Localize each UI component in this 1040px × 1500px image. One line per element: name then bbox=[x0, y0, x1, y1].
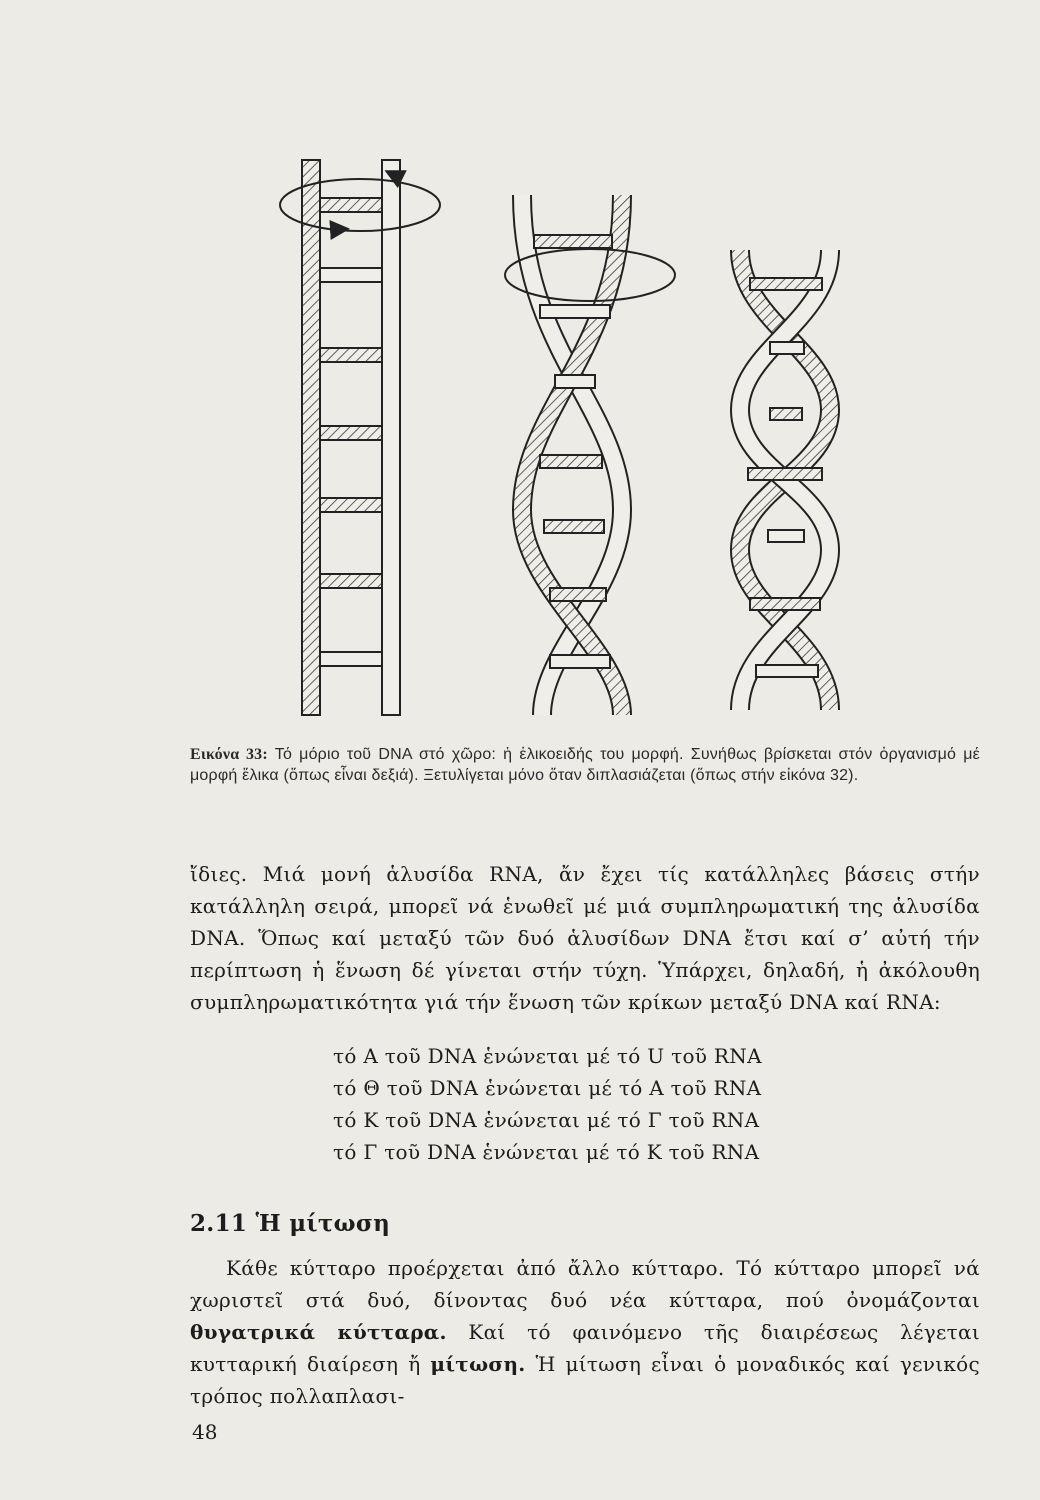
helix-diagram bbox=[740, 250, 830, 710]
dna-figure bbox=[250, 150, 870, 730]
pairing-line: τό Κ τοῦ DNA ἑνώνεται μέ τό Γ τοῦ RNA bbox=[333, 1108, 760, 1132]
term-daughter-cells: θυγατρικά κύτταρα. bbox=[190, 1320, 447, 1344]
term-mitosis: μίτωση. bbox=[430, 1352, 526, 1376]
section-heading: 2.11 Ἡ μίτωση bbox=[190, 1210, 391, 1237]
section-text-3: Ἡ μίτωση εἶναι ὁ μοναδικός καί γενικός τρόπος πολλαπλασι- bbox=[190, 1352, 980, 1408]
pairing-list bbox=[333, 1040, 762, 1168]
pairing-line: τό Α τοῦ DNA ἑνώνεται μέ τό U τοῦ RNA bbox=[333, 1044, 762, 1068]
pairing-line: τό Θ τοῦ DNA ἑνώνεται μέ τό Α τοῦ RNA bbox=[333, 1076, 762, 1100]
section-text-2: Καί τό φαινόμενο τῆς διαιρέσεως λέγεται κυτταρική διαίρεση ἤ bbox=[190, 1320, 980, 1376]
pairing-line: τό Γ τοῦ DNA ἑνώνεται μέ τό Κ τοῦ RNA bbox=[333, 1140, 760, 1164]
caption-label: Εικόνα 33: bbox=[190, 746, 268, 763]
partially-twisted-diagram bbox=[505, 195, 675, 715]
section-text-1: Κάθε κύτταρο προέρχεται ἀπό ἄλλο κύτταρο. Τό κύτταρο μπορεῖ νά χωριστεῖ στά δυό, δίνοντας δυό νέα κύτταρα, πού ὀνομάζονται bbox=[190, 1256, 980, 1312]
figure-caption bbox=[190, 744, 980, 786]
ladder-diagram bbox=[280, 160, 440, 715]
body-paragraph: ἴδιες. Μιά μονή ἁλυσίδα RNA, ἄν ἔχει τίς κατάλληλες βάσεις στήν κατάλληλη σειρά, μπορεῖ νά ἑνωθεῖ μέ μιά συμπληρωματική της ἁλυσίδα DNA. Ὅπως καί μεταξύ τῶν δυό ἁλυσίδων DNA ἔτσι καί σ’ αὐτή τήν περίπτωση ἡ ἕνωση δέ γίνεται στήν τύχη. Ὑπάρχει, δηλαδή, ἡ ἀκόλουθη συμπληρωματικότητα γιά τήν ἕνωση τῶν κρίκων μεταξύ DNA καί RNA: bbox=[190, 862, 980, 1014]
section-paragraph bbox=[190, 1252, 980, 1412]
ladder-rungs bbox=[320, 198, 382, 666]
page-number: 48 bbox=[192, 1420, 218, 1444]
caption-text: Τό μόριο τοῦ DNA στό χῶρο: ἡ ἑλικοειδής του μορφή. Συνήθως βρίσκεται στόν ὀργανισμό μέ μορφή ἕλικα (ὅπως εἶναι δεξιά). Ξετυλίγεται μόνο ὅταν διπλασιάζεται (ὅπως στήν εἰκόνα 32). bbox=[190, 746, 980, 784]
